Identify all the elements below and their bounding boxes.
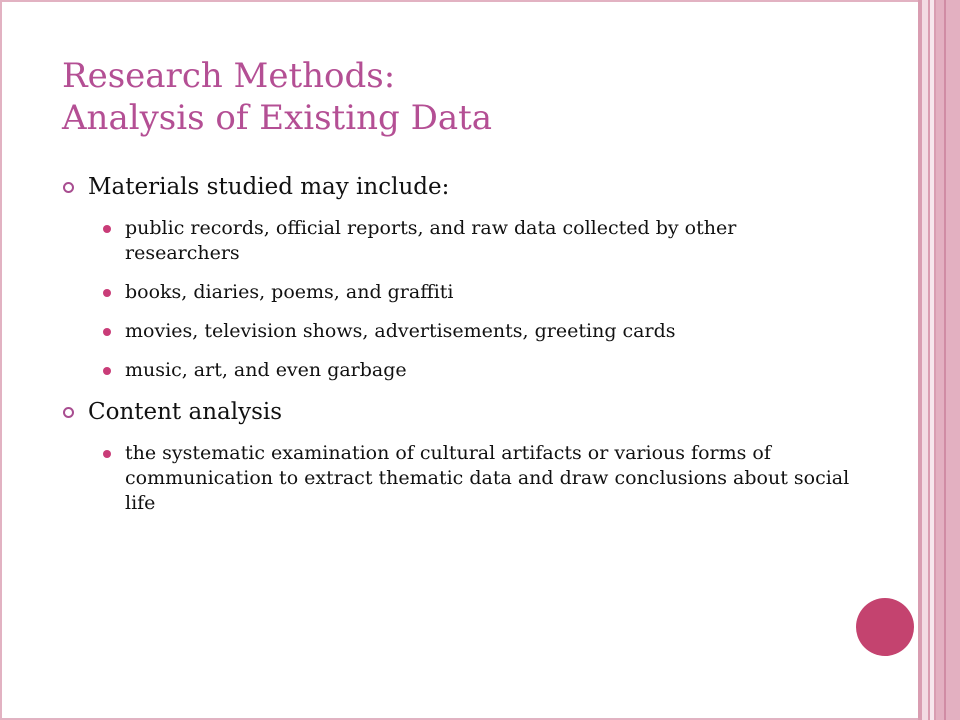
frame-top-border xyxy=(0,0,918,2)
dot-bullet-icon xyxy=(103,289,111,297)
section-heading-text: Content analysis xyxy=(88,399,283,425)
side-stripe xyxy=(944,0,946,720)
list-item xyxy=(62,441,852,516)
slide-title xyxy=(62,55,882,139)
side-stripe xyxy=(936,0,960,720)
list-item-text: movies, television shows, advertisements, greeting cards xyxy=(125,320,676,342)
title-line-1: Research Methods: xyxy=(62,56,396,96)
dot-bullet-icon xyxy=(103,367,111,375)
section-heading xyxy=(62,397,852,427)
dot-bullet-icon xyxy=(103,225,111,233)
list-item-text: books, diaries, poems, and graffiti xyxy=(125,281,454,303)
list-item-text: music, art, and even garbage xyxy=(125,359,407,381)
slide-content xyxy=(62,172,852,530)
dot-bullet-icon xyxy=(103,450,111,458)
list-item xyxy=(62,319,852,344)
ring-bullet-icon xyxy=(63,182,74,193)
section-heading-text: Materials studied may include: xyxy=(88,174,450,200)
list-item-text: the systematic examination of cultural artifacts or various forms of communication to extract thematic data and draw conclusions about social life xyxy=(125,442,850,514)
dot-bullet-icon xyxy=(103,328,111,336)
title-line-2: Analysis of Existing Data xyxy=(62,98,493,138)
ring-bullet-icon xyxy=(63,407,74,418)
decorative-circle-icon xyxy=(856,598,914,656)
list-item xyxy=(62,216,852,266)
frame-left-border xyxy=(0,0,2,720)
list-item-text: public records, official reports, and raw data collected by other researchers xyxy=(125,217,737,264)
list-item xyxy=(62,358,852,383)
list-item xyxy=(62,280,852,305)
section-heading xyxy=(62,172,852,202)
